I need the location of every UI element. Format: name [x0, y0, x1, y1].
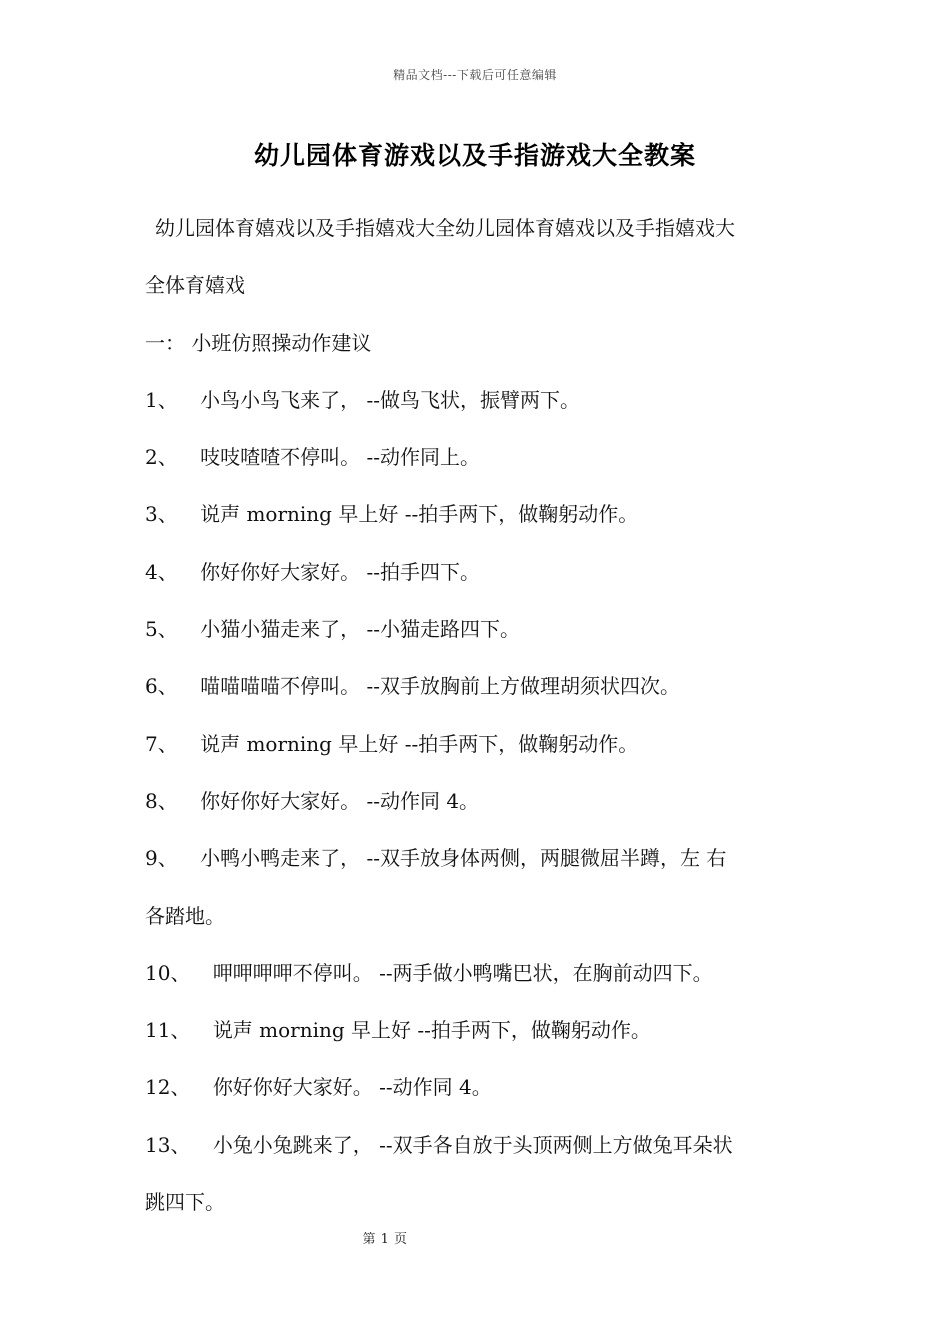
item-number: 10、 [145, 960, 191, 985]
list-item [145, 945, 810, 1002]
page-header: 精品文档---下载后可任意编辑 [393, 68, 557, 82]
item-text: 你好你好大家好。 --拍手四下。 [200, 559, 480, 584]
item-number: 4、 [145, 559, 178, 584]
list-item [145, 773, 810, 830]
item-text: 小鸭小鸭走来了， --双手放身体两侧，两腿微屈半蹲，左 右 [200, 846, 727, 871]
item-number: 13、 [145, 1132, 191, 1157]
list-item [145, 658, 810, 715]
item-text: 吱吱喳喳不停叫。 --动作同上。 [200, 445, 480, 470]
item-text: 喵喵喵喵不停叫。 --双手放胸前上方做理胡须状四次。 [200, 674, 680, 699]
item-number: 2、 [145, 445, 178, 470]
item-text: 说声 morning 早上好 --拍手两下，做鞠躬动作。 [200, 731, 639, 756]
list-item-continuation: 各踏地。 [145, 903, 225, 928]
document-body [145, 200, 810, 1231]
item-number: 6、 [145, 674, 178, 699]
list-item [145, 486, 810, 543]
item-text: 小鸟小鸟飞来了， --做鸟飞状，振臂两下。 [200, 387, 580, 412]
section-heading: 一： 小班仿照操动作建议 [145, 330, 372, 355]
list-item [145, 716, 810, 773]
item-number: 3、 [145, 502, 178, 527]
item-number: 9、 [145, 846, 178, 871]
list-item [145, 1059, 810, 1116]
item-text: 你好你好大家好。 --动作同 4。 [212, 1075, 492, 1100]
item-text: 说声 morning 早上好 --拍手两下，做鞠躬动作。 [212, 1018, 651, 1043]
item-text: 你好你好大家好。 --动作同 4。 [200, 788, 480, 813]
document-title: 幼儿园体育游戏以及手指游戏大全教案 [253, 141, 696, 170]
list-item [145, 429, 810, 486]
list-item-continuation: 跳四下。 [145, 1190, 225, 1215]
list-item [145, 544, 810, 601]
item-number: 5、 [145, 617, 178, 642]
item-text: 小猫小猫走来了， --小猫走路四下。 [200, 617, 520, 642]
intro-line-1: 幼儿园体育嬉戏以及手指嬉戏大全幼儿园体育嬉戏以及手指嬉戏大 [155, 216, 735, 240]
item-text: 小兔小兔跳来了， --双手各自放于头顶两侧上方做兔耳朵状 [212, 1132, 733, 1157]
item-number: 7、 [145, 731, 178, 756]
item-text: 呷呷呷呷不停叫。 --两手做小鸭嘴巴状，在胸前动四下。 [212, 960, 713, 985]
list-item [145, 372, 810, 429]
list-item [145, 830, 810, 887]
item-number: 11、 [145, 1018, 191, 1043]
item-text: 说声 morning 早上好 --拍手两下，做鞠躬动作。 [200, 502, 639, 527]
item-number: 8、 [145, 788, 178, 813]
item-number: 12、 [145, 1075, 191, 1100]
list-item [145, 1117, 810, 1174]
item-number: 1、 [145, 387, 178, 412]
list-item [145, 1002, 810, 1059]
list-item [145, 601, 810, 658]
intro-line-2: 全体育嬉戏 [145, 273, 245, 298]
page-number: 第 1 页 [362, 1232, 408, 1247]
